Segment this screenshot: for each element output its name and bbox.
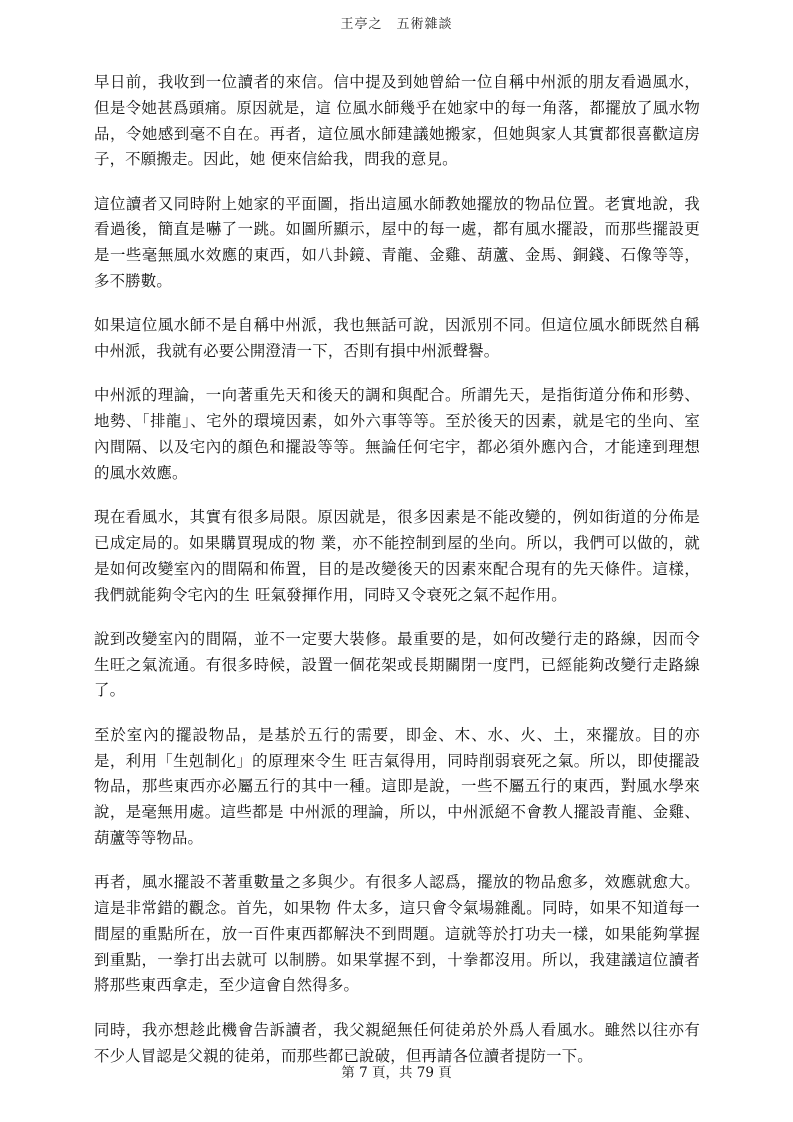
page-header: 王亭之 五術雜談 <box>340 17 453 32</box>
paragraph: 同時，我亦想趁此機會告訴讀者，我父親絕無任何徒弟於外爲人看風水。雖然以往亦有不少人冒認是父親的徒弟，而那些都已說破，但再請各位讀者提防一下。 <box>94 1020 700 1065</box>
article-body <box>94 70 700 1088</box>
paragraph: 現在看風水，其實有很多局限。原因就是，很多因素是不能改變的，例如街道的分佈是已成定局的。如果購買現成的物 業，亦不能控制到屋的坐向。所以，我們可以做的，就是如何改變室內的間隔和佈置，目的是改變後天的因素來配合現有的先天條件。這樣，我們就能夠令宅內的生 旺氣發揮作用，同時又令衰死之氣不起作用。 <box>94 508 700 604</box>
paragraph: 如果這位風水師不是自稱中州派，我也無話可說，因派別不同。但這位風水師既然自稱中州派，我就有必要公開澄清一下，否則有損中州派聲譽。 <box>94 316 700 361</box>
paragraph: 早日前，我收到一位讀者的來信。信中提及到她曾給一位自稱中州派的朋友看過風水，但是令她甚爲頭痛。原因就是，這 位風水師幾乎在她家中的每一角落，都擺放了風水物品，令她感到毫不自在。再者，這位風水師建議她搬家，但她與家人其實都很喜歡這房子，不願搬走。因此，她 便來信給我，問我的意見。 <box>94 73 700 169</box>
paragraph: 中州派的理論，一向著重先天和後天的調和與配合。所謂先天，是指街道分佈和形勢、地勢、「排龍」、宅外的環境因素，如外六事等等。至於後天的因素，就是宅的坐向、室內間隔、以及宅內的顏色和擺設等等。無論任何宅宇，都必須外應內合，才能達到理想的風水效應。 <box>94 386 700 482</box>
paragraph: 至於室內的擺設物品，是基於五行的需要，即金、木、水、火、土，來擺放。目的亦是，利用「生剋制化」的原理來令生 旺吉氣得用，同時削弱衰死之氣。所以，即使擺設物品，那些東西亦必屬五行的其中一種。這即是說，一些不屬五行的東西，對風水學來說，是毫無用處。這些都是 中州派的理論，所以，中州派絕不會教人擺設青龍、金雞、葫蘆等等物品。 <box>94 725 700 847</box>
paragraph: 這位讀者又同時附上她家的平面圖，指出這風水師教她擺放的物品位置。老實地說，我看過後，簡直是嚇了一跳。如圖所顯示，屋中的每一處，都有風水擺設，而那些擺設更是一些毫無風水效應的東西，如八卦鏡、青龍、金雞、葫蘆、金馬、銅錢、石像等等，多不勝數。 <box>94 194 700 291</box>
paragraph: 再者，風水擺設不著重數量之多與少。有很多人認爲，擺放的物品愈多，效應就愈大。這是非常錯的觀念。首先，如果物 件太多，這只會令氣場雜亂。同時，如果不知道每一間屋的重點所在，放一百件東西都解決不到問題。這就等於打功夫一樣，如果能夠掌握到重點，一拳打出去就可 以制勝。如果掌握不到，十拳都沒用。所以，我建議這位讀者將那些東西拿走，至少這會自然得多。 <box>94 873 700 995</box>
page-number: 第 7 頁，共 79 頁 <box>341 1065 452 1081</box>
paragraph: 說到改變室內的間隔，並不一定要大裝修。最重要的是，如何改變行走的路線，因而令生旺之氣流通。有很多時候，設置一個花架或長期關閉一度門，已經能夠改變行走路線了。 <box>94 629 700 700</box>
